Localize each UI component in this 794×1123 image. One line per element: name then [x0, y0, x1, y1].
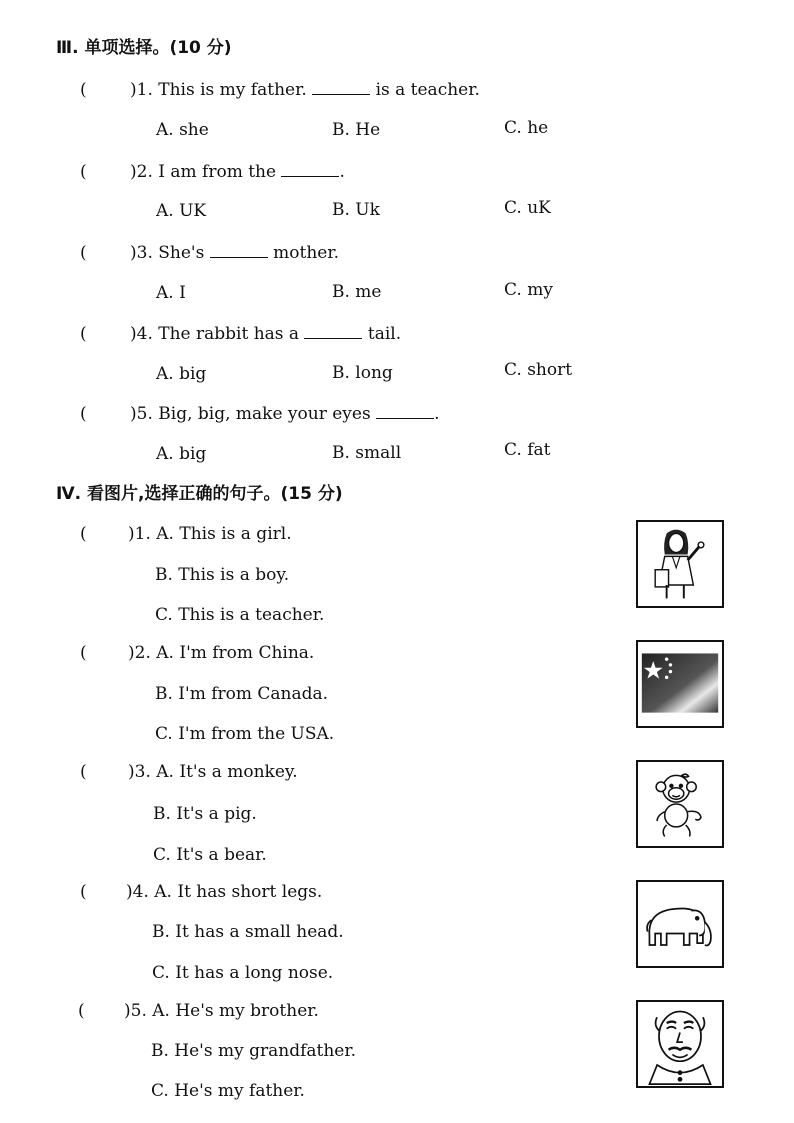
question-4-stem: [130, 324, 401, 344]
china-flag-icon: [636, 640, 724, 728]
answer-paren: (: [78, 1001, 85, 1021]
option-b: B. Uk: [332, 200, 380, 220]
option-c: C. he: [504, 118, 549, 138]
question-number: )5.: [124, 1001, 147, 1021]
picture-question-3: [128, 762, 298, 782]
question-5-stem: [130, 404, 440, 424]
option-c: C. It's a bear.: [153, 845, 267, 865]
option-a: A. big: [156, 364, 207, 384]
question-3-stem: [130, 243, 339, 263]
question-number: )1.: [128, 524, 151, 544]
fill-blank[interactable]: [304, 324, 362, 339]
picture-question-1: [128, 524, 292, 544]
option-b: B. me: [332, 282, 382, 302]
answer-paren: (: [80, 762, 87, 782]
answer-paren: (: [80, 404, 87, 424]
question-number: )2.: [130, 162, 153, 182]
answer-paren: (: [80, 162, 87, 182]
question-number: )2.: [128, 643, 151, 663]
option-a: A. He's my brother.: [152, 1001, 319, 1021]
question-text-pre: The rabbit has a: [158, 324, 300, 344]
option-a: A. big: [156, 444, 207, 464]
question-text-post: is a teacher.: [375, 80, 480, 100]
question-text-pre: She's: [158, 243, 205, 263]
question-text-pre: I am from the: [158, 162, 277, 182]
option-c: C. I'm from the USA.: [155, 724, 335, 744]
question-1-stem: [130, 80, 480, 100]
question-number: )3.: [128, 762, 151, 782]
question-text-pre: This is my father.: [158, 80, 307, 100]
fill-blank[interactable]: [281, 162, 339, 177]
option-b: B. long: [332, 363, 393, 383]
question-number: )5.: [130, 404, 153, 424]
picture-question-4: [126, 882, 322, 902]
question-text-post: mother.: [273, 243, 339, 263]
answer-paren: (: [80, 643, 87, 663]
option-a: A. It has short legs.: [154, 882, 323, 902]
option-b: B. He: [332, 120, 381, 140]
option-b: B. He's my grandfather.: [151, 1041, 357, 1061]
option-c: C. fat: [504, 440, 551, 460]
option-c: C. my: [504, 280, 553, 300]
question-number: )1.: [130, 80, 153, 100]
teacher-icon: [636, 520, 724, 608]
section4-title: Ⅳ. 看图片,选择正确的句子。(15 分): [56, 484, 343, 504]
option-a: A. UK: [156, 201, 207, 221]
question-2-stem: [130, 162, 345, 182]
grandfather-icon: [636, 1000, 724, 1088]
fill-blank[interactable]: [312, 80, 370, 95]
option-a: A. It's a monkey.: [156, 762, 298, 782]
option-b: B. It's a pig.: [153, 804, 257, 824]
option-b: B. I'm from Canada.: [155, 684, 329, 704]
picture-question-5: [124, 1001, 319, 1021]
question-text-post: .: [339, 162, 345, 182]
option-c: C. He's my father.: [151, 1081, 305, 1101]
monkey-icon: [636, 760, 724, 848]
option-c: C. It has a long nose.: [152, 963, 334, 983]
option-b: B. This is a boy.: [155, 565, 290, 585]
section3-title: Ⅲ. 单项选择。(10 分): [56, 38, 232, 58]
option-c: C. This is a teacher.: [155, 605, 325, 625]
picture-question-2: [128, 643, 314, 663]
question-text-pre: Big, big, make your eyes: [158, 404, 371, 424]
option-a: A. This is a girl.: [156, 524, 292, 544]
question-text-post: tail.: [367, 324, 402, 344]
option-a: A. I: [156, 283, 186, 303]
answer-paren: (: [80, 882, 87, 902]
question-number: )3.: [130, 243, 153, 263]
answer-paren: (: [80, 80, 87, 100]
question-number: )4.: [130, 324, 153, 344]
question-number: )4.: [126, 882, 149, 902]
fill-blank[interactable]: [376, 404, 434, 419]
elephant-icon: [636, 880, 724, 968]
option-a: A. she: [156, 120, 209, 140]
answer-paren: (: [80, 524, 87, 544]
answer-paren: (: [80, 324, 87, 344]
option-c: C. short: [504, 360, 573, 380]
option-b: B. It has a small head.: [152, 922, 344, 942]
option-c: C. uK: [504, 198, 551, 218]
answer-paren: (: [80, 243, 87, 263]
question-text-post: .: [434, 404, 440, 424]
option-a: A. I'm from China.: [156, 643, 315, 663]
fill-blank[interactable]: [210, 243, 268, 258]
option-b: B. small: [332, 443, 402, 463]
